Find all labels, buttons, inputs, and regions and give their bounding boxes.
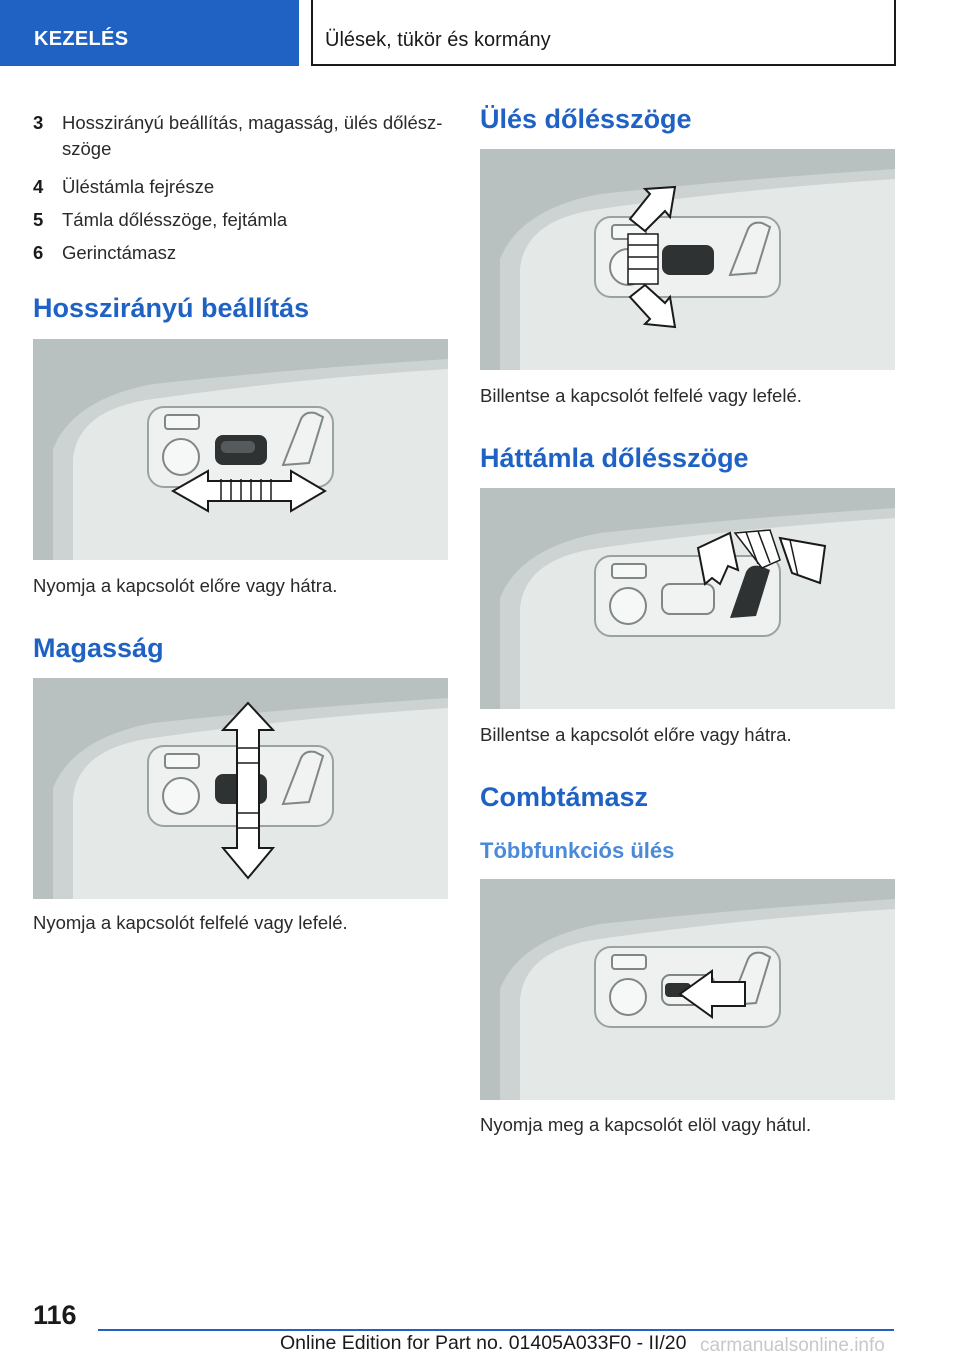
heading-backrest-tilt: Háttámla dőlésszöge xyxy=(480,443,749,473)
list-number: 6 xyxy=(33,242,44,263)
list-item xyxy=(33,110,453,162)
caption-thigh-support: Nyomja meg a kapcsolót elöl vagy hátul. xyxy=(480,1114,812,1135)
heading-seat-tilt: Ülés dőlésszöge xyxy=(480,104,692,134)
list-text: Támla dőlésszöge, fejtámla xyxy=(62,209,288,230)
list-item xyxy=(33,170,453,203)
list-number: 4 xyxy=(33,176,44,197)
chapter-title-box xyxy=(311,0,896,66)
legend-list xyxy=(33,110,453,269)
caption-backrest-tilt: Billentse a kapcsolót előre vagy hátra. xyxy=(480,724,792,745)
heading-height: Magasság xyxy=(33,633,164,663)
caption-longitudinal: Nyomja a kapcsolót előre vagy hátra. xyxy=(33,575,338,596)
list-text: Hosszirányú beállítás, magasság, ülés dőlész-szöge xyxy=(62,112,443,159)
caption-seat-tilt: Billentse a kapcsolót felfelé vagy lefelé. xyxy=(480,385,802,406)
list-number: 3 xyxy=(33,112,44,133)
heading-thigh-support: Combtámasz xyxy=(480,782,649,812)
list-number: 5 xyxy=(33,209,44,230)
page-number: 116 xyxy=(33,1300,77,1330)
list-text: Üléstámla fejrésze xyxy=(62,176,215,197)
subheading-multifunction-seat: Többfunkciós ülés xyxy=(480,838,675,863)
heading-longitudinal: Hosszirányú beállítás xyxy=(33,293,310,323)
figure-thigh-support xyxy=(480,879,895,1100)
section-label: KEZELÉS xyxy=(34,28,129,50)
list-item xyxy=(33,203,453,236)
list-text: Gerinctámasz xyxy=(62,242,177,263)
edition-text: Online Edition for Part no. 01405A033F0 - II/20 xyxy=(280,1332,687,1354)
list-item xyxy=(33,236,453,269)
figure-longitudinal xyxy=(33,339,448,560)
figure-height xyxy=(33,678,448,899)
footer-rule xyxy=(98,1329,894,1331)
caption-height: Nyomja a kapcsolót felfelé vagy lefelé. xyxy=(33,912,348,933)
chapter-title: Ülések, tükör és kormány xyxy=(325,29,551,51)
watermark: carmanualsonline.info xyxy=(700,1335,885,1356)
figure-backrest-tilt xyxy=(480,488,895,709)
figure-seat-tilt xyxy=(480,149,895,370)
section-tab xyxy=(0,0,299,66)
